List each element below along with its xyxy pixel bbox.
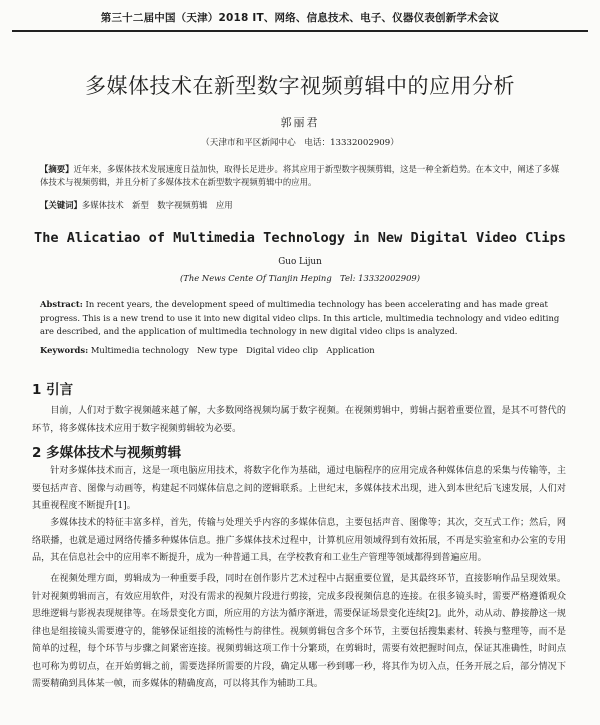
abstract-english-label: Abstract: xyxy=(40,299,83,309)
affiliation-chinese: （天津市和平区新闻中心 电话：13332002909） xyxy=(201,138,399,148)
title-english: The Alicatiao of Multimedia Technology in New Digital Video Clips xyxy=(34,230,566,246)
keywords-chinese-label: 【关键词】 xyxy=(40,200,82,210)
conference-header: 第三十二届中国（天津）2018 IT、网络、信息技术、电子、仪器仪表创新学术会议 xyxy=(12,6,588,32)
keywords-english xyxy=(40,344,560,357)
keywords-chinese-text: 多媒体技术 新型 数字视频剪辑 应用 xyxy=(81,200,233,210)
section-2-paragraph-1: 针对多媒体技术而言，这是一项电脑应用技术，将数字化作为基础，通过电脑程序的应用完成各种媒体信息的采集与传输等，主要包括声音、图像与动画等，构建起不同媒体信息之间的逻辑联系。上世纪末，多媒体技术出现，进入到本世纪后飞速发展，人们对其重视程度不断提升[1]。 xyxy=(32,466,566,511)
keywords-chinese xyxy=(40,199,560,212)
section-1-heading: 1 引言 xyxy=(32,382,74,398)
affiliation-english: (The News Cente Of Tianjin Heping Tel: 13332002909) xyxy=(180,273,420,283)
keywords-english-text: Multimedia technology New type Digital video clip Application xyxy=(90,345,375,355)
section-2-paragraph-2: 多媒体技术的特征丰富多样，首先，传输与处理关乎内容的多媒体信息，主要包括声音、图像等；其次，交互式工作；然后，网络联播，也就是通过网络传播多种媒体信息。推广多媒体技术过程中，计算机应用领域得到有效拓展，不再是实验室和办公室的专用品，其在信息社会中的应用率不断提升，成为一种普通工具，在学校教育和工业生产管理等领域都得到普遍应用。 xyxy=(32,518,566,563)
author-chinese: 郭丽君 xyxy=(280,116,320,129)
abstract-chinese-label: 【摘要】 xyxy=(40,164,74,174)
abstract-english xyxy=(40,298,560,339)
section-2-paragraph-3: 在视频处理方面，剪辑成为一种重要手段，同时在创作影片艺术过程中占据重要位置，是其最终环节，直接影响作品呈现效果。针对视频剪辑而言，有效应用软件，对没有需求的视频片段进行剪接，完成多段视频信息的连接。在很多镜头时，需要严格遵循观众思维逻辑与影视表现规律等。在场景变化方面，所应用的方法为循序渐进，需要保证场景变化连续[2]。此外，动从动、静接静这一规律也是组接镜头需要遵守的，能够保证组接的流畅性与韵律性。视频剪辑包含多个环节，主要包括搜集素材、转换与整理等，而不是简单的过程，每个环节与步骤之间紧密连接。视频剪辑这项工作十分繁琐，在剪辑时，需要有效把握时间点，保证其准确性，时间点也可称为剪切点，在开始剪辑之前，需要选择所需要的片段，确定从哪一秒到哪一秒，将其作为切入点，任务开展之后，部分情况下需要精确到具体某一帧，而多媒体的精确度高，可以将其作为辅助工具。 xyxy=(32,574,566,689)
abstract-english-text: In recent years, the development speed of multimedia technology has been accelerating and has made great progress. This is a new trend to use it into new digital video clips. In this article, multimedia technology and video editing are described, and the application of multimedia technology in new digital video clips is analyzed. xyxy=(40,299,560,336)
abstract-chinese xyxy=(40,163,560,189)
abstract-chinese-text: 近年来，多媒体技术发展速度日益加快，取得长足进步。将其应用于新型数字视频剪辑，这是一种全新趋势。在本文中，阐述了多媒体技术与视频剪辑，并且分析了多媒体技术在新型数字视频剪辑中的应用。 xyxy=(40,164,560,187)
section-2-heading: 2 多媒体技术与视频剪辑 xyxy=(32,445,182,461)
author-english: Guo Lijun xyxy=(278,257,322,267)
title-chinese: 多媒体技术在新型数字视频剪辑中的应用分析 xyxy=(85,74,515,98)
section-1-paragraph: 目前，人们对于数字视频越来越了解，大多数网络视频均属于数字视频。在视频剪辑中，剪辑占据着重要位置，是其不可替代的环节，将多媒体技术应用于数字视频剪辑较为必要。 xyxy=(32,406,566,434)
keywords-english-label: Keywords: xyxy=(40,345,89,355)
